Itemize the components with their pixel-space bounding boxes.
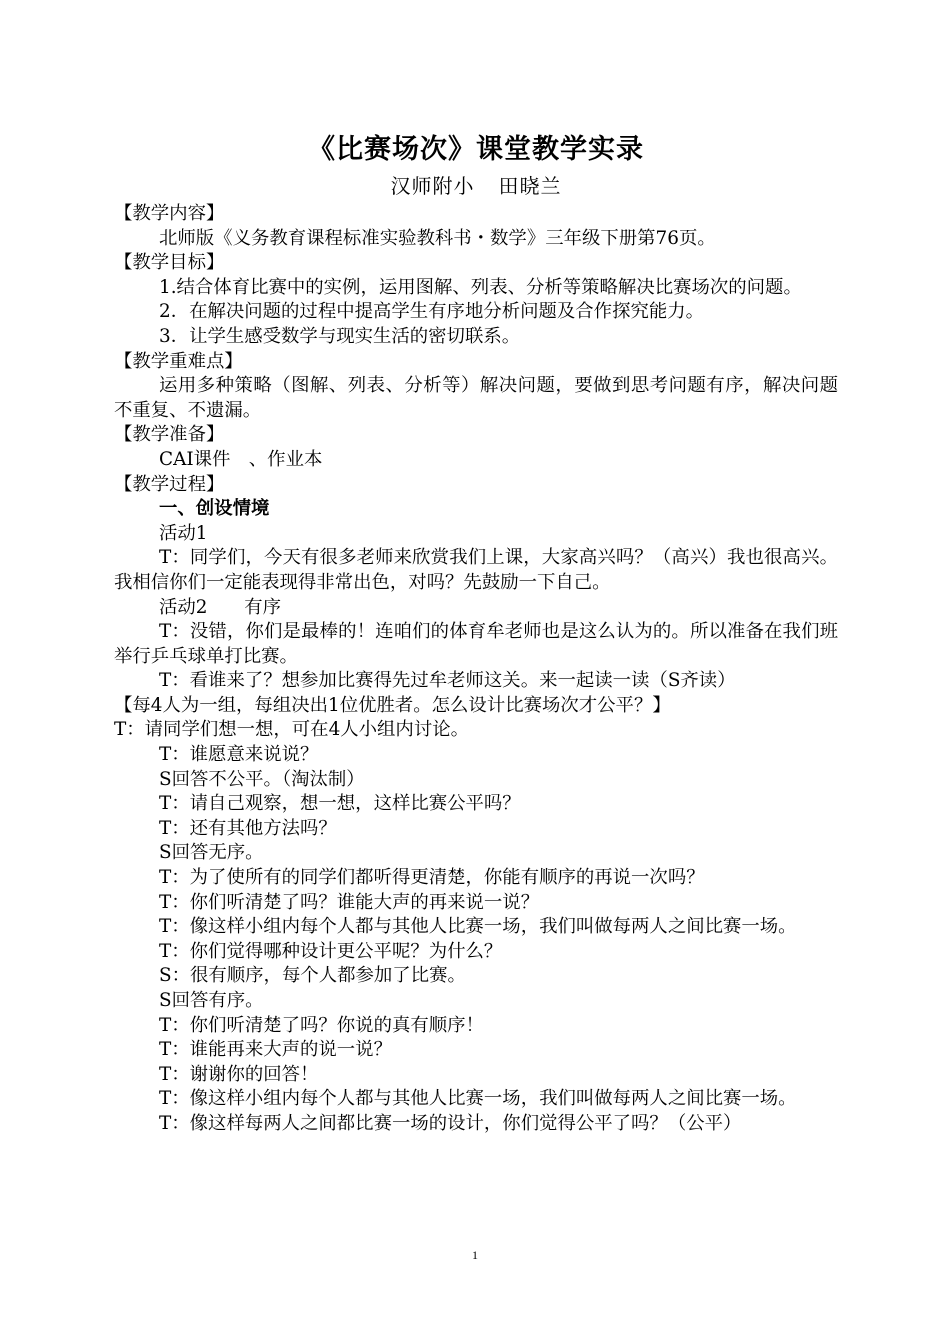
paragraph: T：谁愿意来说说？	[159, 744, 319, 766]
document-body	[114, 130, 838, 1137]
paragraph: 【教学内容】	[114, 203, 225, 224]
paragraph: T：像这样小组内每个人都与其他人比赛一场，我们叫做每两人之间比赛一场。	[159, 1088, 797, 1110]
paragraph: 活动1	[159, 522, 208, 544]
paragraph: T：请自己观察，想一想，这样比赛公平吗？	[159, 793, 521, 815]
paragraph: 3．让学生感受数学与现实生活的密切联系。	[159, 325, 521, 347]
paragraph: T：你们听清楚了吗？你说的真有顺序！	[159, 1014, 484, 1036]
paragraph: 运用多种策略（图解、列表、分析等）解决问题，要做到思考问题有序，解决问题不重复、不遗漏。	[114, 375, 838, 421]
paragraph: 【教学目标】	[114, 252, 225, 274]
page-number: 1	[472, 1248, 478, 1262]
paragraph: T：同学们，今天有很多老师来欣赏我们上课，大家高兴吗？（高兴）我也很高兴。我相信你们一定能表现得非常出色，对吗？先鼓励一下自己。	[114, 547, 838, 593]
paragraph: T：为了使所有的同学们都听得更清楚，你能有顺序的再说一次吗？	[159, 867, 705, 889]
author-school: 汉师附小	[390, 174, 475, 198]
paragraph: T：你们听清楚了吗？谁能大声的再来说一说？	[159, 891, 540, 913]
paragraph-list	[114, 202, 838, 1137]
paragraph: T：谁能再来大声的说一说？	[159, 1039, 392, 1061]
paragraph: CAI课件 、作业本	[159, 448, 323, 470]
paragraph: 【每4人为一组，每组决出1位优胜者。怎么设计比赛场次才公平？】	[114, 694, 671, 716]
author-line	[114, 170, 838, 202]
paragraph: T：看谁来了？想参加比赛得先过牟老师这关。来一起读一读（S齐读）	[159, 670, 736, 692]
paragraph: 2．在解决问题的过程中提高学生有序地分析问题及合作探究能力。	[159, 301, 705, 323]
paragraph: T：像这样小组内每个人都与其他人比赛一场，我们叫做每两人之间比赛一场。	[159, 916, 797, 938]
paragraph: T：谢谢你的回答！	[159, 1063, 319, 1085]
paragraph: S回答无序。	[159, 842, 264, 864]
paragraph: 1.结合体育比赛中的实例，运用图解、列表、分析等策略解决比赛场次的问题。	[159, 276, 802, 298]
paragraph: T：还有其他方法吗？	[159, 817, 337, 839]
paragraph: S：很有顺序，每个人都参加了比赛。	[159, 965, 466, 987]
paragraph: S回答有序。	[159, 990, 264, 1011]
paragraph: 【教学过程】	[114, 473, 225, 495]
paragraph: T：没错，你们是最棒的！连咱们的体育牟老师也是这么认为的。所以准备在我们班举行乒乓球单打比赛。	[114, 621, 838, 667]
section-heading: 一、创设情境	[159, 498, 270, 520]
paragraph: 活动2 有序	[159, 596, 282, 618]
paragraph: 北师版《义务教育课程标准实验教科书・数学》三年级下册第76页。	[159, 227, 716, 249]
paragraph: 【教学重难点】	[114, 350, 243, 372]
paragraph: T：请同学们想一想，可在4人小组内讨论。	[114, 719, 469, 741]
author-name: 田晓兰	[498, 174, 562, 198]
paragraph: T：像这样每两人之间都比赛一场的设计，你们觉得公平了吗？（公平）	[159, 1112, 742, 1134]
paragraph: S回答不公平。（淘汰制）	[159, 768, 365, 790]
page-title: 《比赛场次》课堂教学实录	[308, 134, 644, 165]
paragraph: T：你们觉得哪种设计更公平呢？为什么？	[159, 940, 503, 962]
paragraph: 【教学准备】	[114, 424, 225, 446]
